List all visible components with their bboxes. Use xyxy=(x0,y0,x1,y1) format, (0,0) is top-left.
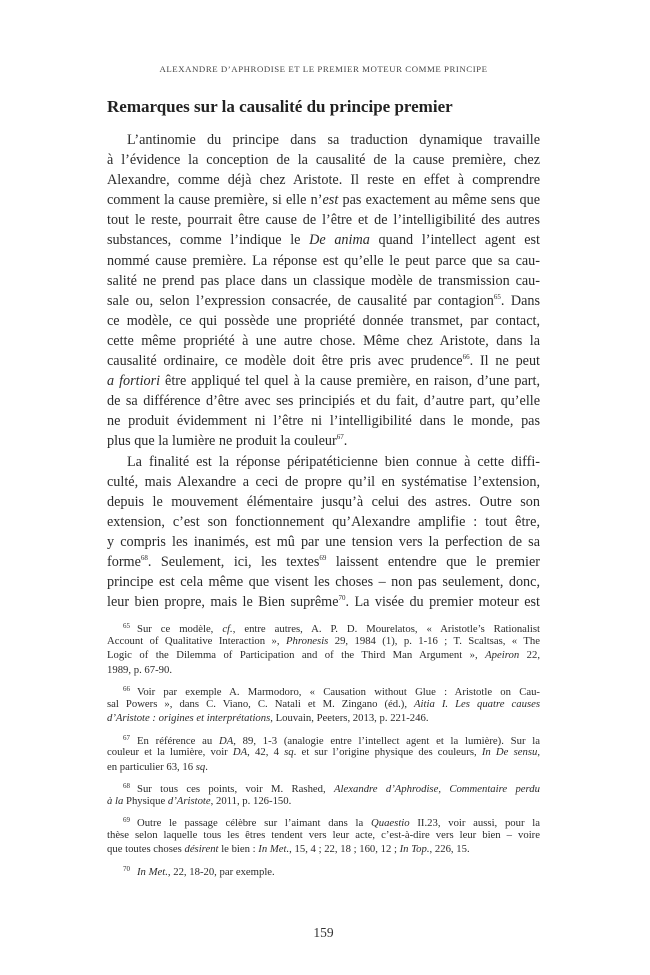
footnote-ref-68[interactable]: 68 xyxy=(140,553,148,562)
text-line: extension, c’est son fonctionnement qu’Alexandre amplifie : tout être, xyxy=(107,513,540,530)
footnote-67: $^{67}$ En référence au DA, 89, 1-3 (analogie entre l’intellect agent et la lumière). Sur la couleur et la lumière, voir DA, 42, 4 sq. et sur l’origine physique des couleurs, In De sensu, en particulier 63, 16 sq. xyxy=(107,733,540,773)
text-line: à l’évidence la conception de la causalité de la cause première, chez xyxy=(107,152,540,169)
text-line: causalité ordinaire, ce modèle doit être pris avec prudence$^{66}$. Il ne peut xyxy=(107,353,540,370)
text-line: tout le reste, pourrait être cause de l’être et de l’intelligibilité des autres xyxy=(107,212,540,229)
text-line: La finalité est la réponse péripatéticienne bien connue à cette diffi- xyxy=(127,453,540,470)
text-line: sale ou, selon l’expression consacrée, de causalité par contagion$^{65}$. Dans xyxy=(107,292,540,309)
text-line: ce modèle, ce qui possède une propriété donnée transmet, par contact, xyxy=(107,312,540,329)
footnote-ref-67[interactable]: 67 xyxy=(336,433,344,442)
footnote-68: $^{68}$ Sur tous ces points, voir M. Rashed, Alexandre d’Aphrodise, Commentaire perdu à la Physique d’Aristote, 2011, p. 126-150. xyxy=(107,782,540,807)
text-line: comment la cause première, si elle n’est pas exactement au même sens que xyxy=(107,192,540,209)
footnote-number: 70 xyxy=(123,864,130,873)
text-line: leur bien propre, mais le Bien suprême$^{70}$. La visée du premier moteur est xyxy=(107,594,540,611)
text-line: salité ne prend pas place dans un classique modèle de transmission cau- xyxy=(107,272,540,289)
footnote-number: 67 xyxy=(123,733,130,742)
footnote-number: 66 xyxy=(123,685,130,693)
running-header: ALEXANDRE D’APHRODISE ET LE PREMIER MOTEUR COMME PRINCIPE xyxy=(159,64,488,74)
text-line: depuis le mouvement élémentaire jusqu’à celui des astres. Outre son xyxy=(107,493,540,510)
text-line: a fortiori être appliqué tel quel à la cause première, en raison, d’une part, xyxy=(107,373,540,390)
footnote-69: $^{69}$ Outre le passage célèbre sur l’aimant dans la Quaestio II.23, voir aussi, pour la thèse selon laquelle tous les êtres tendent vers leur acte, c’est-à-dire vers leur bien – voire que toutes choses désirent le bien : In Met., 15, 4 ; 22, 18 ; 160, 12 ; In Top., 226, 15. xyxy=(107,816,541,855)
footnote-ref-70[interactable]: 70 xyxy=(338,594,346,603)
book-page xyxy=(107,0,540,975)
page-number: 159 xyxy=(313,925,334,940)
footnote-ref-69[interactable]: 69 xyxy=(319,553,327,562)
section-title: Remarques sur la causalité du principe premier xyxy=(107,97,453,116)
footnote-ref-65[interactable]: 65 xyxy=(493,292,501,301)
footnote-number: 65 xyxy=(123,622,130,630)
footnote-ref-66[interactable]: 66 xyxy=(462,353,470,362)
footnotes xyxy=(107,619,540,881)
main-text xyxy=(107,130,540,612)
text-line: de sa différence d’être avec ses principiés et du fait, d’autre part, qu’elle xyxy=(107,393,540,410)
footnote-number: 68 xyxy=(123,782,130,790)
text-line: plus que la lumière ne produit la couleur$^{67}$. xyxy=(107,433,348,450)
text-line: principe est cela même que visent les choses – non pas seulement, donc, xyxy=(107,574,540,591)
text-line: culté, mais Alexandre a ceci de propre qu’il en systématise l’extension, xyxy=(107,473,540,490)
text-line: y compris les inanimés, est mû par une tension vers la perfection de sa xyxy=(107,533,540,550)
footnote-number: 69 xyxy=(123,816,130,824)
text-line: forme$^{68}$. Seulement, ici, les textes$^{69}$ laissent entendre que le premier xyxy=(107,553,541,570)
footnote-66: $^{66}$ Voir par exemple A. Marmodoro, « Causation without Glue : Aristotle on Cau- sal Powers », dans C. Viano, C. Natali et M. Zingano (éd.), Aitia I. Les quatre causes d’Aristote : origines et interprétations, Louvain, Peeters, 2013, p. 221-246. xyxy=(107,685,541,724)
text-line: cette même propriété à une autre chose. Même chez Aristote, dans la xyxy=(107,332,540,349)
footnote-65: $^{65}$ Sur ce modèle, cf., entre autres, A. P. D. Mourelatos, « Aristotle’s Rationalist Account of Qualitative Interaction », Phronesis 29, 1984 (1), p. 1-16 ; T. Scaltsas, « The Logic of the Dilemma of Participation and of the Third Man Argument », Apeiron 22, 1989, p. 67-90. xyxy=(107,622,540,676)
text-line: nommé cause première. La réponse est qu’elle le peut parce que sa cau- xyxy=(107,252,540,269)
text-line: substances, comme l’indique le De anima quand l’intellect agent est xyxy=(107,232,541,249)
text-line: Alexandre, comme déjà chez Aristote. Il reste en effet à comprendre xyxy=(107,172,540,189)
footnote-70: $^{70}$ In Met., 22, 18-20, par exemple. xyxy=(123,864,275,878)
text-line: L’antinomie du principe dans sa traduction dynamique travaille xyxy=(127,132,540,148)
text-line: ne produit évidemment ni l’être ni l’intelligibilité dans le monde, pas xyxy=(107,413,540,430)
